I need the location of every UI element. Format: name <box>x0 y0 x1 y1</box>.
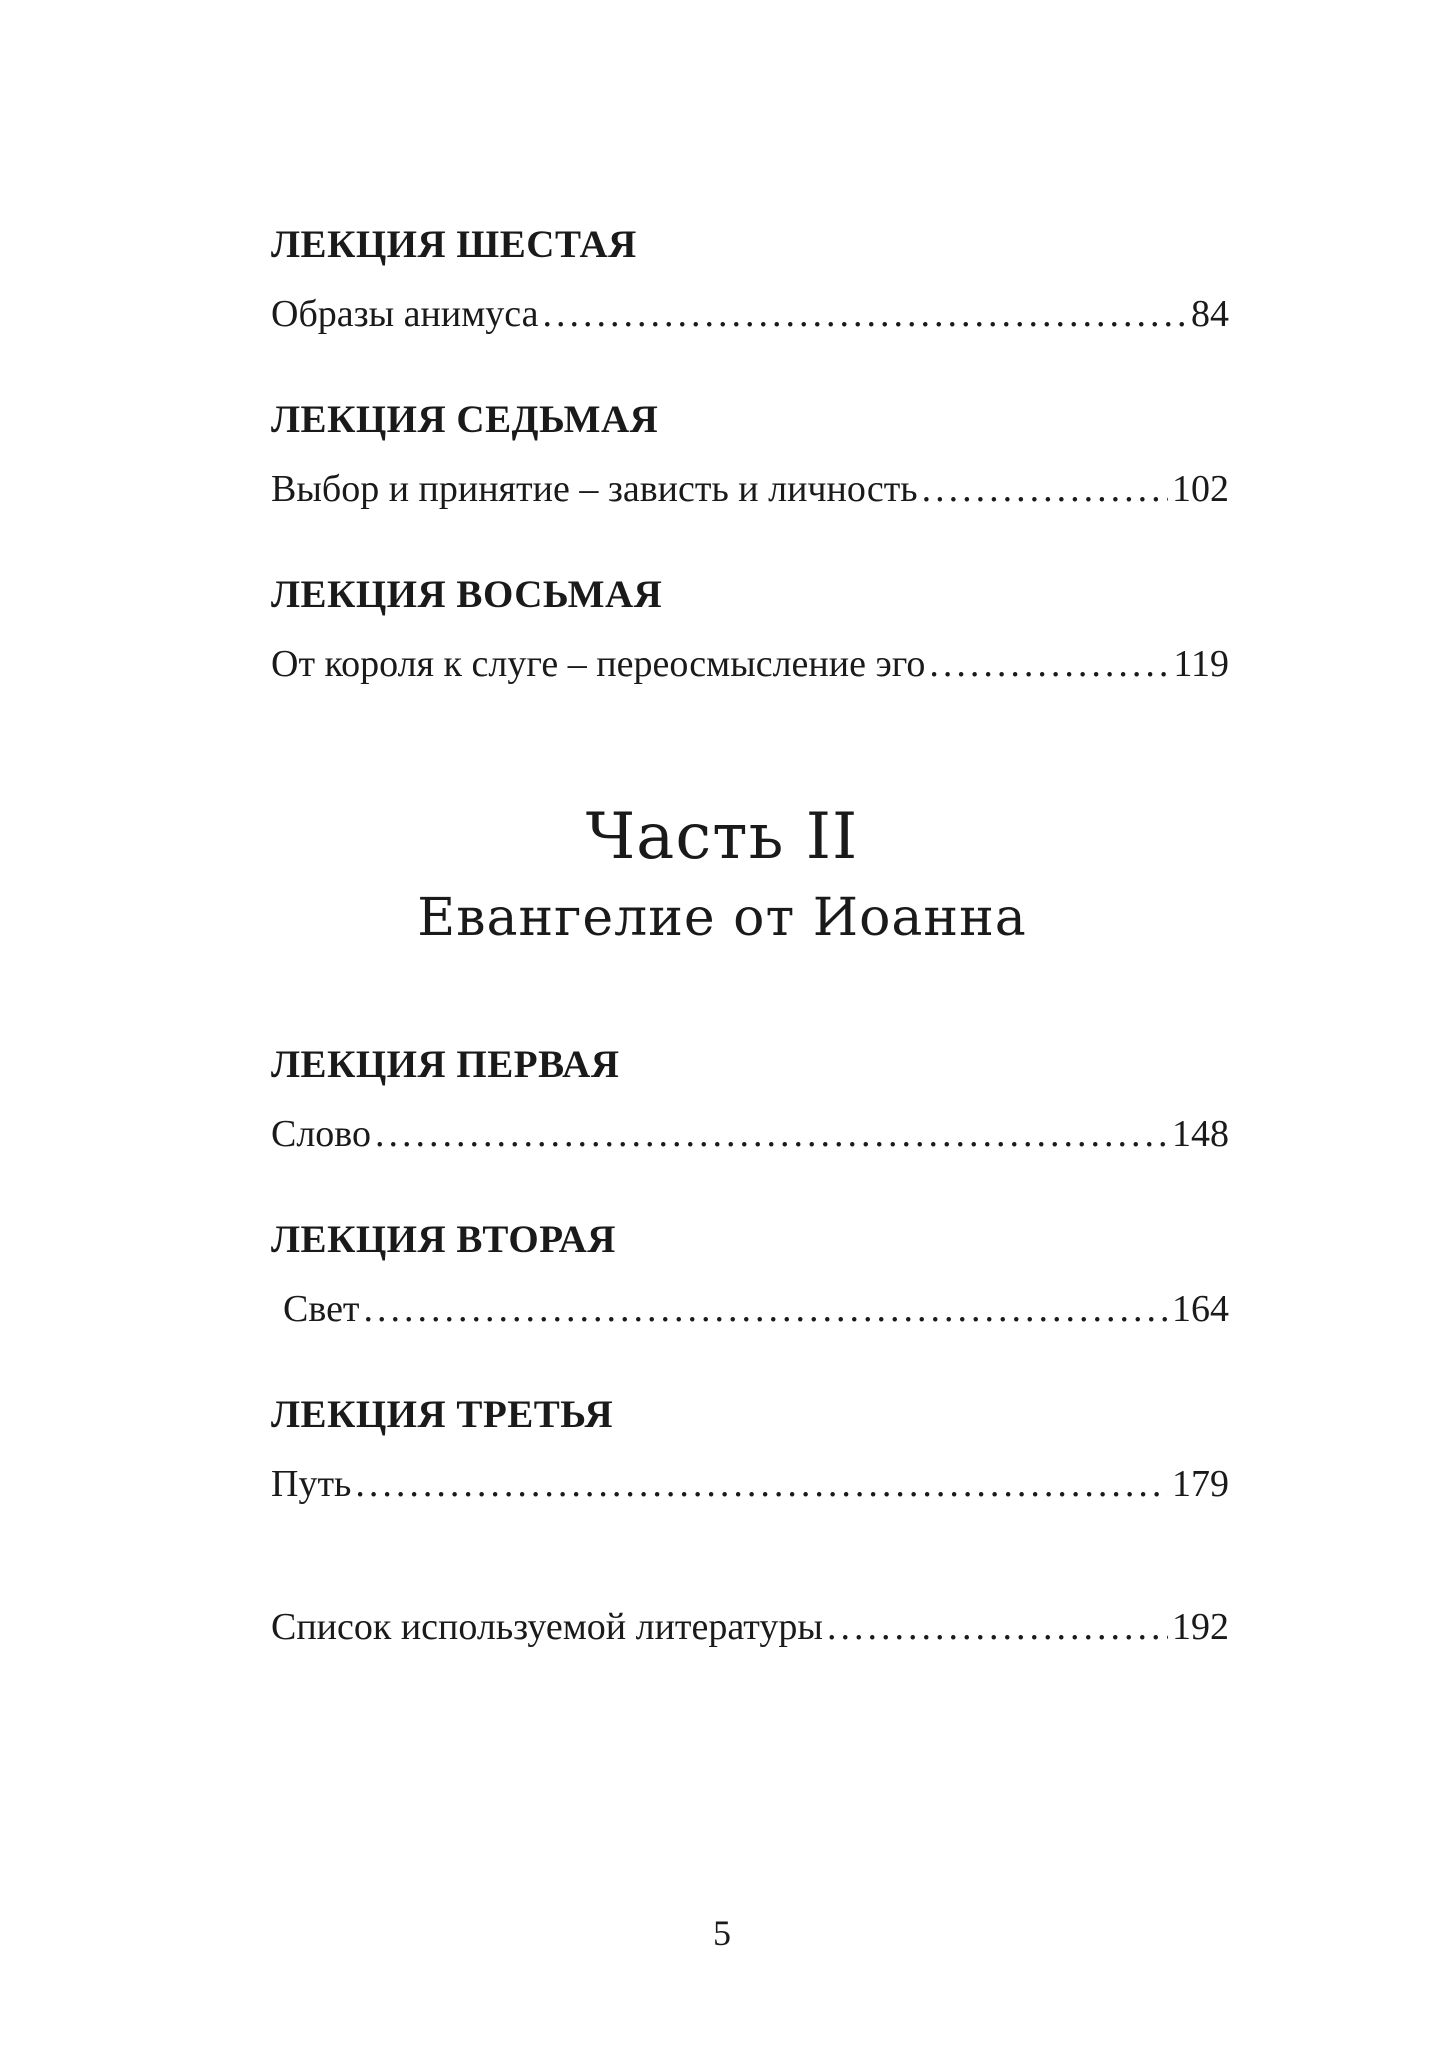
entry-title: Свет <box>283 1288 360 1330</box>
entry-page-number: 192 <box>1172 1606 1229 1648</box>
lecture-heading: ЛЕКЦИЯ СЕДЬМАЯ <box>271 398 659 441</box>
dot-leader <box>364 1287 1168 1331</box>
entry-page-number: 148 <box>1172 1113 1229 1155</box>
dot-leader <box>827 1605 1168 1649</box>
toc-entry[interactable] <box>271 1112 1229 1156</box>
entry-page-number: 179 <box>1172 1463 1229 1505</box>
entry-title: От короля к слуге – переосмысление эго <box>271 643 926 685</box>
part-subtitle: Евангелие от Иоанна <box>417 888 1027 948</box>
entry-title: Путь <box>271 1463 352 1505</box>
entry-title: Слово <box>271 1113 371 1155</box>
lecture-heading: ЛЕКЦИЯ ВТОРАЯ <box>271 1218 616 1261</box>
entry-title: Список используемой литературы <box>271 1606 823 1648</box>
entry-page-number: 164 <box>1172 1288 1229 1330</box>
toc-entry[interactable] <box>271 1462 1229 1506</box>
entry-page-number: 119 <box>1173 643 1229 685</box>
dot-leader <box>542 292 1187 336</box>
dot-leader <box>375 1112 1168 1156</box>
entry-page-number: 84 <box>1191 293 1229 335</box>
entry-page-number: 102 <box>1172 468 1229 510</box>
dot-leader <box>355 1462 1168 1506</box>
toc-entry[interactable] <box>271 467 1229 511</box>
dot-leader <box>929 642 1169 686</box>
lecture-heading: ЛЕКЦИЯ ТРЕТЬЯ <box>271 1393 614 1436</box>
part-title: Часть II <box>585 800 859 874</box>
lecture-heading: ЛЕКЦИЯ ПЕРВАЯ <box>271 1043 620 1086</box>
toc-entry[interactable] <box>271 292 1229 336</box>
toc-entry[interactable] <box>271 1287 1229 1331</box>
entry-title: Выбор и принятие – зависть и личность <box>271 468 918 510</box>
entry-title: Образы анимуса <box>271 293 539 335</box>
toc-entry[interactable] <box>271 642 1229 686</box>
page-number: 5 <box>713 1913 731 1953</box>
lecture-heading: ЛЕКЦИЯ ВОСЬМАЯ <box>271 573 663 616</box>
dot-leader <box>922 467 1168 511</box>
toc-entry-bibliography[interactable] <box>271 1605 1229 1649</box>
lecture-heading: ЛЕКЦИЯ ШЕСТАЯ <box>271 223 637 266</box>
